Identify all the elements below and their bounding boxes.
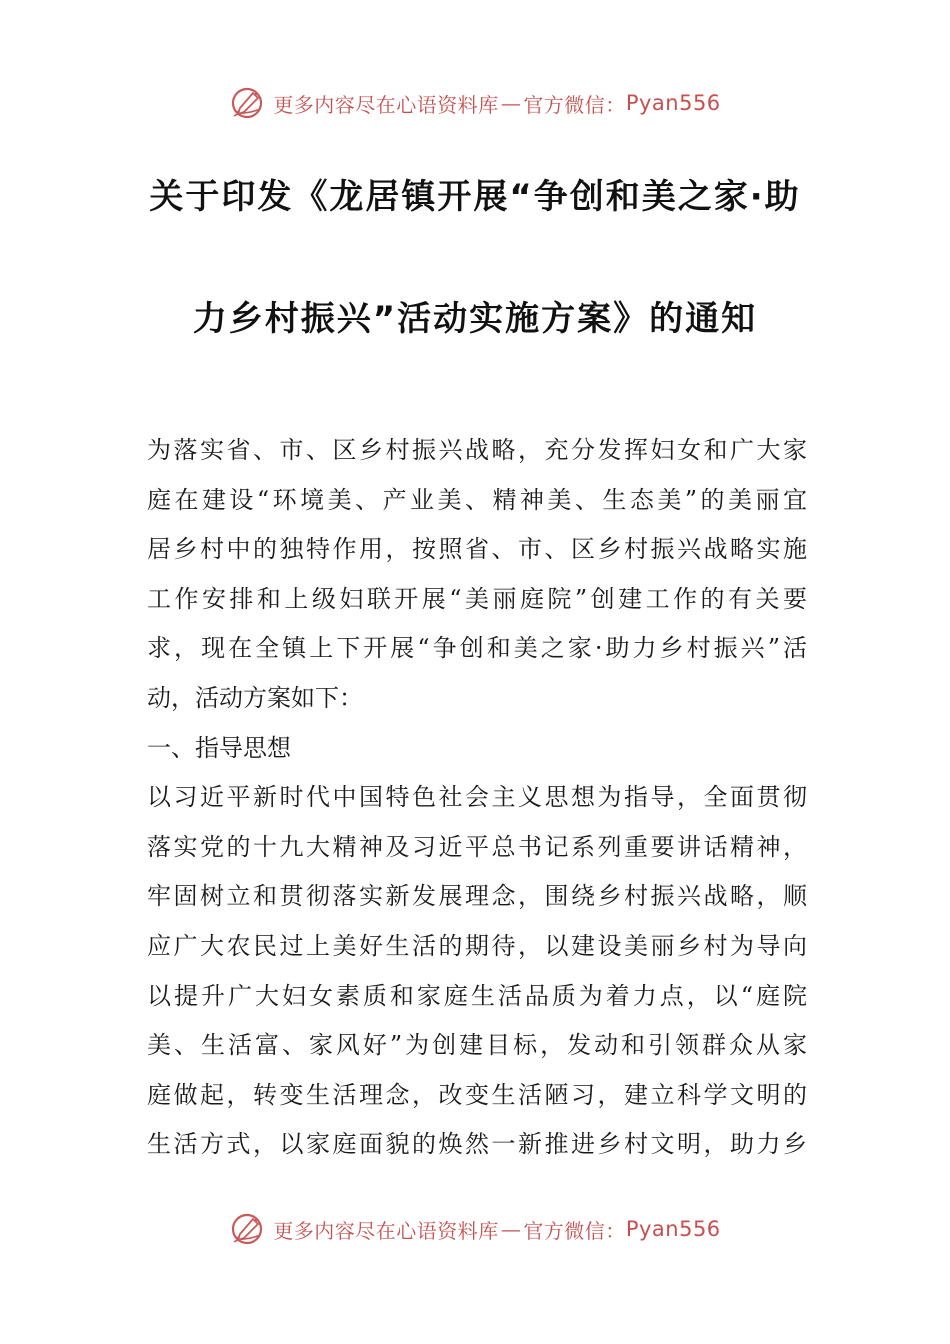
- body-line: 应广大农民过上美好生活的期待，以建设美丽乡村为导向: [147, 931, 807, 960]
- body-line: 牢固树立和贯彻落实新发展理念，围绕乡村振兴战略，顺: [147, 882, 807, 911]
- body-line: 落实党的十九大精神及习近平总书记系列重要讲话精神，: [147, 832, 807, 861]
- watermark-separator: —: [500, 1217, 522, 1241]
- body-line: 生活方式，以家庭面貌的焕然一新推进乡村文明，助力乡: [147, 1130, 807, 1159]
- watermark-separator: —: [500, 91, 522, 115]
- header-watermark: [0, 80, 950, 126]
- body-line: 求，现在全镇上下开展“争创和美之家·助力乡村振兴”活: [147, 634, 807, 663]
- body-line: 庭做起，转变生活理念，改变生活陋习，建立科学文明的: [147, 1080, 807, 1109]
- footer-watermark: [0, 1206, 950, 1252]
- body-line: 动，活动方案如下：: [147, 683, 363, 712]
- body-line: 庭在建设“环境美、产业美、精神美、生态美”的美丽宜: [147, 485, 807, 514]
- watermark-wechat-label: 官方微信：: [523, 1218, 626, 1243]
- document-title-line-1: 关于印发《龙居镇开展“争创和美之家·助: [149, 177, 801, 217]
- body-line: 为落实省、市、区乡村振兴战略，充分发挥妇女和广大家: [147, 436, 807, 464]
- watermark-wechat-id: Pyan556: [625, 91, 721, 115]
- watermark-brand: 更多内容尽在心语资料库: [273, 92, 499, 117]
- document-title-line-2: 力乡村振兴”活动实施方案》的通知: [192, 299, 758, 339]
- document-body: [147, 426, 807, 1170]
- body-line: 居乡村中的独特作用，按照省、市、区乡村振兴战略实施: [147, 535, 807, 564]
- body-line: 以习近平新时代中国特色社会主义思想为指导，全面贯彻: [147, 783, 807, 812]
- pen-logo-icon: [229, 1211, 265, 1247]
- body-line: 以提升广大妇女素质和家庭生活品质为着力点，以“庭院: [147, 981, 807, 1010]
- body-line: 工作安排和上级妇联开展“美丽庭院”创建工作的有关要: [147, 584, 807, 613]
- watermark-brand: 更多内容尽在心语资料库: [273, 1218, 499, 1243]
- watermark-wechat-id: Pyan556: [625, 1217, 721, 1241]
- section-heading: 一、指导思想: [147, 733, 291, 762]
- pen-logo-icon: [229, 85, 265, 121]
- body-line: 美、生活富、家风好”为创建目标，发动和引领群众从家: [147, 1031, 807, 1060]
- watermark-wechat-label: 官方微信：: [523, 92, 626, 117]
